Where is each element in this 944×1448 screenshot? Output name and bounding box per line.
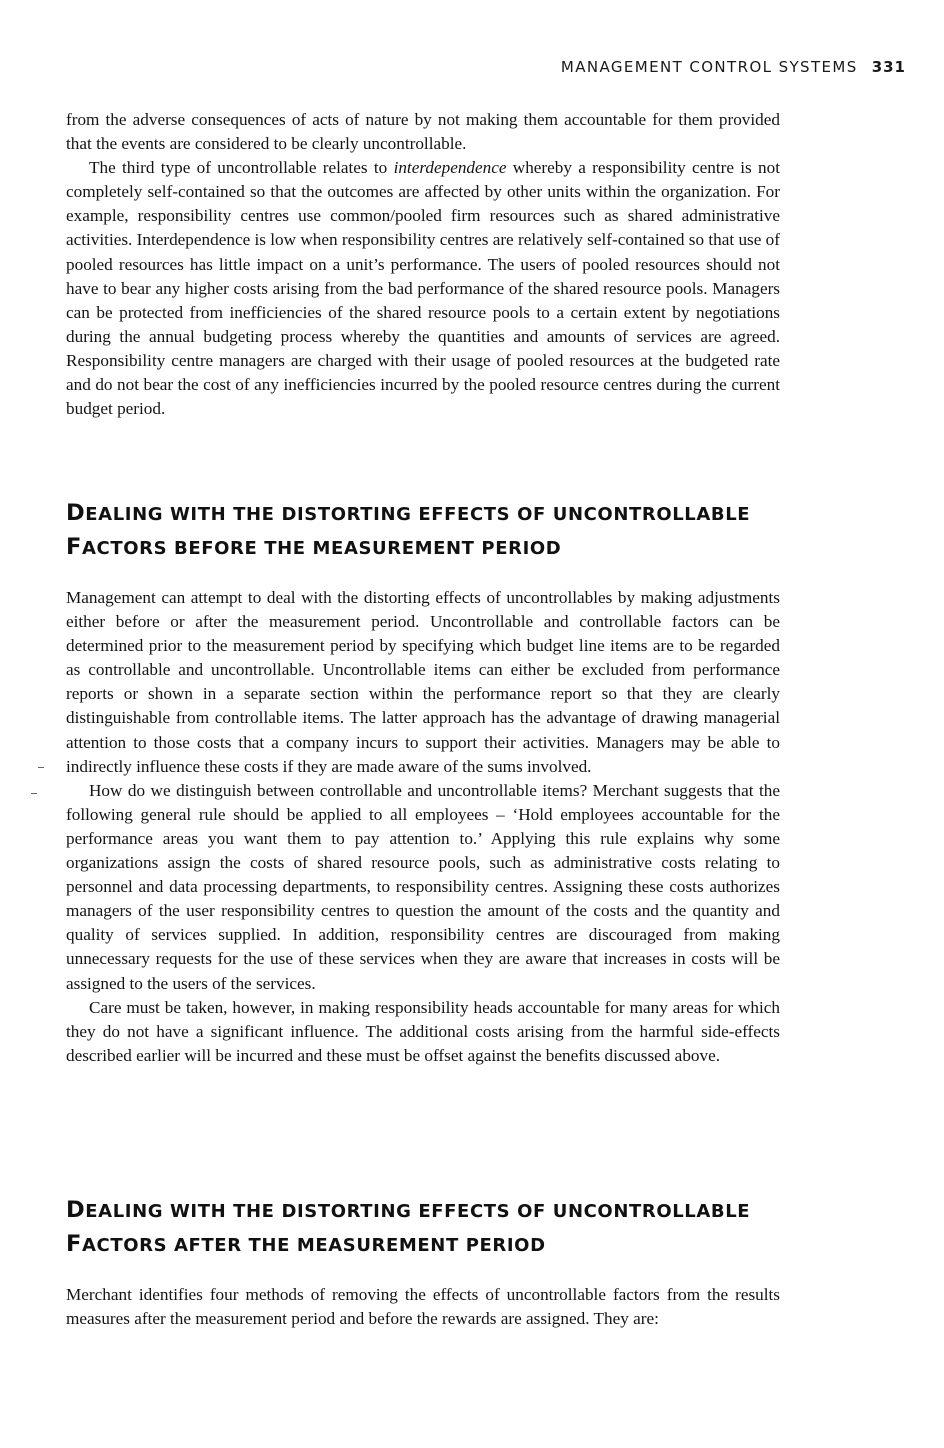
section-after-text bbox=[66, 1283, 780, 1331]
section-heading-before bbox=[66, 497, 846, 565]
section2-paragraph-1: Merchant identifies four methods of removing the effects of uncontrollable factors from the results measures after the measurement period and before the rewards are assigned. They are: bbox=[66, 1285, 780, 1329]
heading-line-2: FACTORS AFTER THE MEASUREMENT PERIOD bbox=[66, 1231, 546, 1257]
section1-paragraph-1: Management can attempt to deal with the distorting effects of uncontrollables by making adjustments either before or after the measurement period. Uncontrollable and controllable factors can be determined prior to the measurement period by specifying which budget line items are to be regarded as controllable and uncontrollable. Uncontrollable items can either be excluded from performance reports or shown in a separate section within the performance report so that they are clearly distinguishable from controllable items. The latter approach has the advantage of drawing managerial attention to those costs that a company incurs to support their activities. Managers may be able to indirectly influence these costs if they are made aware of the sums involved. bbox=[66, 588, 780, 776]
section1-paragraph-3: Care must be taken, however, in making responsibility heads accountable for many areas for which they do not have a significant influence. The additional costs arising from the harmful side-effects described earlier will be incurred and these must be offset against the benefits discussed above. bbox=[66, 997, 780, 1065]
margin-mark bbox=[38, 767, 44, 768]
heading-line-2: FACTORS BEFORE THE MEASUREMENT PERIOD bbox=[66, 534, 562, 560]
section-before-text bbox=[66, 586, 780, 1068]
page-number: 331 bbox=[871, 58, 906, 76]
section1-paragraph-2: How do we distinguish between controllable and uncontrollable items? Merchant suggests that the following general rule should be applied to all employees – ‘Hold employees accountable for the performance areas you want them to pay attention to.’ Applying this rule explains why some organizations assign the costs of shared resource pools, such as administrative costs relating to personnel and data processing departments, to responsibility centres. Assigning these costs authorizes managers of the user responsibility centres to question the amount of the costs and the quantity and quality of services supplied. In addition, responsibility centres are discouraged from making unnecessary requests for the use of these services when they are aware that increases in costs will be assigned to the users of the services. bbox=[66, 780, 780, 993]
intro-text bbox=[66, 108, 780, 421]
heading-line-1: DEALING WITH THE DISTORTING EFFECTS OF UNCONTROLLABLE bbox=[66, 500, 751, 526]
emphasis-interdependence: interdependence bbox=[393, 158, 507, 178]
section-heading-after bbox=[66, 1194, 846, 1262]
running-title: MANAGEMENT CONTROL SYSTEMS bbox=[560, 58, 858, 76]
intro-paragraph-2: The third type of uncontrollable relates to interdependence whereby a responsibility centre is not completely self-contained so that the outcomes are affected by other units within the organization. For example, responsibility centres use common/pooled firm resources such as shared administrative activities. Interdependence is low when responsibility centres are relatively self-contained so that use of pooled resources has little impact on a unit’s performance. The users of pooled resources should not have to bear any higher costs arising from the bad performance of the shared resource pools. Managers can be protected from inefficiencies of the shared resource pools to a certain extent by negotiations during the annual budgeting process whereby the quantities and amounts of services are agreed. Responsibility centre managers are charged with their usage of pooled resources at the budgeted rate and do not bear the cost of any inefficiencies incurred by the pooled resource centres during the current budget period. bbox=[66, 158, 780, 419]
margin-mark bbox=[31, 793, 37, 794]
intro-paragraph-1: from the adverse consequences of acts of nature by not making them accountable for them provided that the events are considered to be clearly uncontrollable. bbox=[66, 110, 780, 154]
running-head bbox=[0, 58, 906, 76]
heading-line-1: DEALING WITH THE DISTORTING EFFECTS OF UNCONTROLLABLE bbox=[66, 1197, 751, 1223]
